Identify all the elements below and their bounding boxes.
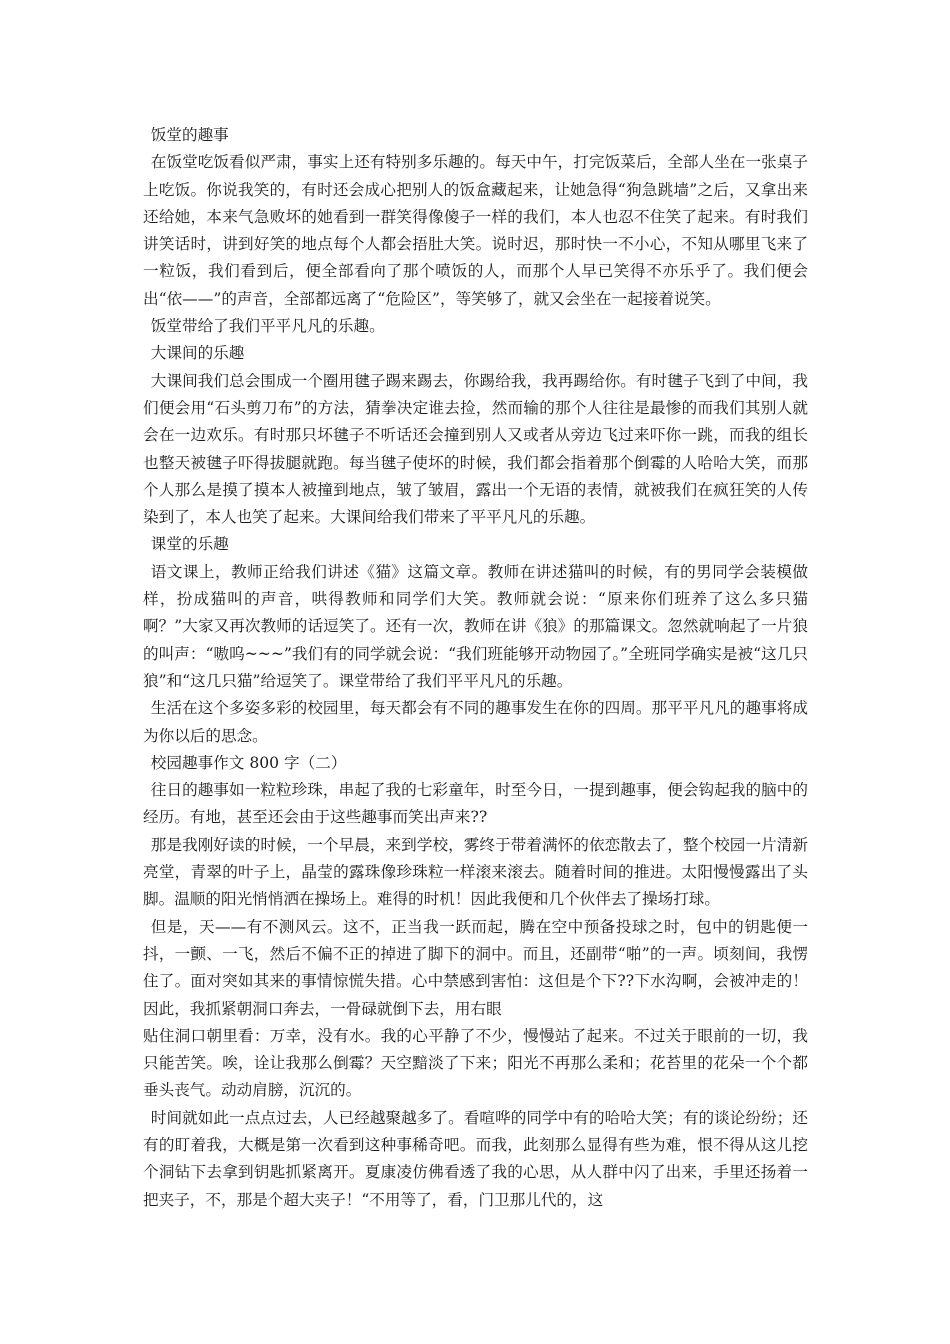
paragraph-classroom: 语文课上，教师正给我们讲述《猫》这篇文章。教师在讲述猫叫的时候，有的男同学会装模做样，扮成猫叫的声音，哄得教师和同学们大笑。教师就会说：“原来你们班养了这么多只猫啊？”大家又再次教师的话逗笑了。还有一次，教师在讲《狼》的那篇课文。忽然就响起了一片狼的叫声：“嗷呜~~~”我们有的同学就会说：“我们班能够开动物园了。”全班同学确实是被“这几只狼”和“这几只猫”给逗笑了。课堂带给了我们平平凡凡的乐趣。 bbox=[143, 562, 808, 690]
section-heading-canteen: 饭堂的趣事 bbox=[150, 126, 229, 144]
paragraph-recess: 大课间我们总会围成一个圈用毽子踢来踢去，你踢给我，我再踢给你。有时毽子飞到了中间，我们便会用“石头剪刀布”的方法，猜拳决定谁去捡，然而输的那个人往往是最惨的而我们其别人就会在一边欢乐。有时那只坏毽子不听话还会撞到别人又或者从旁边飞过来吓你一跳，而我的组长也整天被毽子吓得拔腿就跑。每当毽子使坏的时候，我们都会指着那个倒霉的人哈哈大笑，而那个人那么是摸了摸本人被撞到地点，皱了皱眉，露出一个无语的表情，就被我们在疯狂笑的人传染到了，本人也笑了起来。大课间给我们带来了平平凡凡的乐趣。 bbox=[143, 371, 808, 527]
essay-title-part-two: 校园趣事作文 800 字（二） bbox=[150, 753, 347, 772]
section-heading-classroom: 课堂的乐趣 bbox=[150, 535, 229, 554]
paragraph-crowd: 时间就如此一点点过去，人已经越聚越多了。看喧哗的同学中有的哈哈大笑；有的谈论纷纷；还有的盯着我，大概是第一次看到这种事稀奇吧。而我，此刻那么显得有些为难，恨不得从这儿挖个洞钻下去拿到钥匙抓紧离开。夏康凌仿佛看透了我的心思，从人群中闪了出来，手里还扬着一把夹子，不，那是个超大夹子！“不用等了，看，门卫那儿代的，这 bbox=[143, 1108, 808, 1209]
document-page bbox=[143, 122, 808, 1214]
paragraph-look-down: 贴住洞口朝里看：万幸，没有水。我的心平静了不少，慢慢站了起来。不过关于眼前的一切，我只能苦笑。唉，诠让我那么倒霉？天空黯淡了下来；阳光不再那么柔和；花苔里的花朵一个个都垂头丧气。动动肩膀，沉沉的。 bbox=[143, 1026, 808, 1100]
paragraph-conclusion: 生活在这个多姿多彩的校园里，每天都会有不同的趣事发生在你的四周。那平平凡凡的趣事将成为你以后的思念。 bbox=[143, 699, 808, 745]
section-heading-recess: 大课间的乐趣 bbox=[150, 344, 245, 363]
paragraph-canteen-summary: 饭堂带给了我们平平凡凡的乐趣。 bbox=[150, 317, 385, 336]
paragraph-keys-fall: 但是，天——有不测风云。这不，正当我一跃而起，腾在空中预备投球之时，包中的钥匙便一抖，一颤、一飞，然后不偏不正的掉进了脚下的洞中。而且，还副带“啪”的一声。顷刻间，我愣住了。面对突如其来的事情惊慌失措。心中禁感到害怕：这但是个下??下水沟啊，会被冲走的！因此，我抓紧朝洞口奔去，一骨碌就倒下去，用右眼 bbox=[143, 917, 808, 1018]
paragraph-canteen: 在饭堂吃饭看似严肃，事实上还有特别多乐趣的。每天中午，打完饭菜后，全部人坐在一张桌子上吃饭。你说我笑的，有时还会成心把别人的饭盒藏起来，让她急得“狗急跳墙”之后，又拿出来还给她，本来气急败坏的她看到一群笑得像傻子一样的我们，本人也忍不住笑了起来。有时我们讲笑话时，讲到好笑的地点每个人都会捂肚大笑。说时迟，那时快一不小心，不知从哪里飞来了一粒饭，我们看到后，便全部看向了那个喷饭的人，而那个人早已笑得不亦乐乎了。我们便会出“依——”的声音，全部都远离了“危险区”，等笑够了，就又会坐在一起接着说笑。 bbox=[143, 153, 808, 308]
paragraph-intro: 往日的趣事如一粒粒珍珠，串起了我的七彩童年，时至今日，一提到趣事，便会钩起我的脑中的经历。有地，甚至还会由于这些趣事而笑出声来?? bbox=[143, 781, 808, 827]
paragraph-morning: 那是我刚好读的时候，一个早晨，来到学校，雾终于带着满怀的依恋散去了，整个校园一片清新亮堂，青翠的叶子上，晶莹的露珠像珍珠粒一样滚来滚去。随着时间的推进。太阳慢慢露出了头脚。温顺的阳光悄悄洒在操场上。难得的时机！因此我便和几个伙伴去了操场打球。 bbox=[143, 835, 808, 909]
